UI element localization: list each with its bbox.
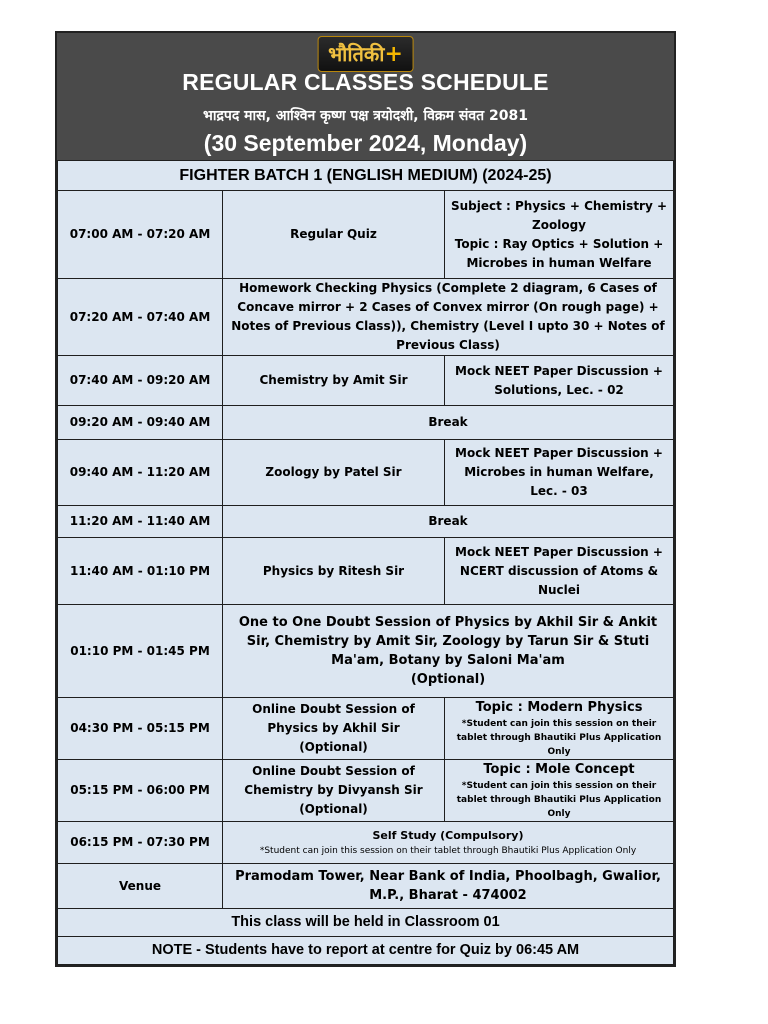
time-slot: 06:15 PM - 07:30 PM: [58, 822, 223, 864]
tablet-note: *Student can join this session on their tablet through Bhautiki Plus Application Only: [259, 845, 637, 856]
logo-plus: +: [384, 41, 403, 67]
activity: Chemistry by Amit Sir: [223, 356, 445, 406]
venue-address: Pramodam Tower, Near Bank of India, Phoolbagh, Gwalior, M.P., Bharat - 474002: [223, 864, 674, 909]
venue-label: Venue: [58, 864, 223, 909]
classroom-note: This class will be held in Classroom 01: [58, 909, 674, 937]
optional-label: (Optional): [410, 672, 486, 687]
table-row: [58, 440, 674, 506]
footer-row: [58, 937, 674, 965]
schedule-table: [57, 160, 674, 965]
bhautiki-plus-logo: [317, 36, 414, 72]
time-slot: 09:40 AM - 11:20 AM: [58, 440, 223, 506]
optional-label: (Optional): [299, 740, 368, 754]
batch-row: [58, 161, 674, 191]
time-slot: 09:20 AM - 09:40 AM: [58, 406, 223, 440]
details: Mock NEET Paper Discussion + NCERT discussion of Atoms & Nuclei: [445, 538, 674, 605]
table-row: [58, 279, 674, 356]
time-slot: 07:00 AM - 07:20 AM: [58, 191, 223, 279]
table-row: [58, 406, 674, 440]
table-row: [58, 356, 674, 406]
table-row: [58, 538, 674, 605]
doubt-session-text: One to One Doubt Session of Physics by Akhil Sir & Ankit Sir, Chemistry by Amit Sir, Zoology by Tarun Sir & Stuti Ma'am, Botany by Saloni Ma'am: [238, 615, 658, 668]
table-row: [58, 822, 674, 864]
table-row: [58, 698, 674, 760]
details: Mock NEET Paper Discussion + Microbes in human Welfare, Lec. - 03: [445, 440, 674, 506]
details-subject: Subject : Physics + Chemistry + Zoology: [450, 198, 668, 232]
time-slot: 05:15 PM - 06:00 PM: [58, 760, 223, 822]
time-slot: 11:40 AM - 01:10 PM: [58, 538, 223, 605]
activity-merged: [223, 822, 674, 864]
table-row: [58, 760, 674, 822]
activity: [223, 760, 445, 822]
table-row: [58, 191, 674, 279]
activity: Physics by Ritesh Sir: [223, 538, 445, 605]
details-topic: Topic : Mole Concept: [483, 762, 635, 777]
activity-merged: Break: [223, 406, 674, 440]
classroom-row: [58, 909, 674, 937]
activity: Regular Quiz: [223, 191, 445, 279]
details: Mock NEET Paper Discussion + Solutions, Lec. - 02: [445, 356, 674, 406]
details: [445, 191, 674, 279]
page-title: REGULAR CLASSES SCHEDULE: [182, 69, 549, 95]
activity-merged: Break: [223, 506, 674, 538]
activity: Zoology by Patel Sir: [223, 440, 445, 506]
tablet-note: *Student can join this session on their tablet through Bhautiki Plus Application Only: [456, 719, 662, 757]
time-slot: 07:20 AM - 07:40 AM: [58, 279, 223, 356]
self-study-label: Self Study (Compulsory): [372, 828, 524, 842]
time-slot: 07:40 AM - 09:20 AM: [58, 356, 223, 406]
table-row: [58, 864, 674, 909]
activity-text: Online Doubt Session of Physics by Akhil Sir: [252, 702, 415, 735]
table-row: [58, 506, 674, 538]
table-row: [58, 605, 674, 698]
tablet-note: *Student can join this session on their tablet through Bhautiki Plus Application Only: [456, 781, 662, 819]
details-topic: Topic : Ray Optics + Solution + Microbes in human Welfare: [454, 236, 664, 270]
optional-label: (Optional): [299, 802, 368, 816]
time-slot: 01:10 PM - 01:45 PM: [58, 605, 223, 698]
logo-text: भौतिकी: [328, 42, 385, 66]
details: [445, 698, 674, 760]
details: [445, 760, 674, 822]
time-slot: 11:20 AM - 11:40 AM: [58, 506, 223, 538]
schedule-date: (30 September 2024, Monday): [203, 130, 528, 156]
schedule-sheet: [55, 31, 676, 967]
activity: [223, 698, 445, 760]
activity-merged: [223, 605, 674, 698]
hindi-calendar-date: भाद्रपद मास, आश्विन कृष्ण पक्ष त्रयोदशी, विक्रम संवत 2081: [203, 108, 528, 124]
schedule-header: [57, 33, 674, 160]
activity-merged: Homework Checking Physics (Complete 2 diagram, 6 Cases of Concave mirror + 2 Cases of Convex mirror (On rough page) + Notes of Previous Class)), Chemistry (Level I upto 30 + Notes of Previous Class): [223, 279, 674, 356]
details-topic: Topic : Modern Physics: [475, 700, 643, 715]
activity-text: Online Doubt Session of Chemistry by Divyansh Sir: [244, 764, 423, 797]
time-slot: 04:30 PM - 05:15 PM: [58, 698, 223, 760]
report-note: NOTE - Students have to report at centre for Quiz by 06:45 AM: [58, 937, 674, 965]
batch-title: FIGHTER BATCH 1 (ENGLISH MEDIUM) (2024-25): [58, 161, 674, 191]
